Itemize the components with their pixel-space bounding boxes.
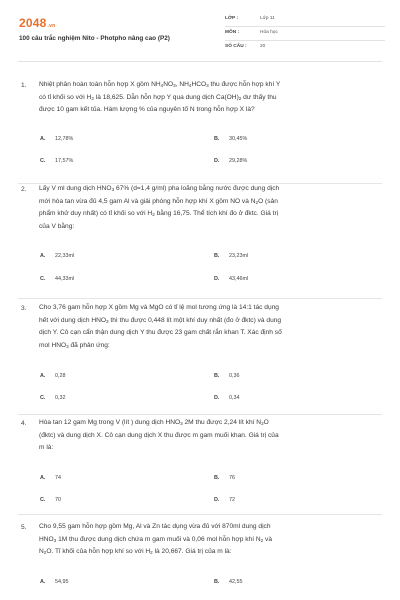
stem-line: Hòa tan 12 gam Mg trong V (lít ) dung dịch $HNO_3$ 2M thu được 2,24 lít khí $N_2O$ xyxy=(39,419,269,426)
option-letter: C. xyxy=(40,276,46,282)
question-number: 5. xyxy=(21,524,27,531)
option-text: 0,34 xyxy=(229,395,240,401)
option-d[interactable] xyxy=(214,158,247,164)
question-stem xyxy=(39,302,381,352)
stem-line: mol $HNO_3$ đã phản ứng: xyxy=(39,341,110,349)
option-letter: D. xyxy=(214,158,220,164)
stem-line: Cho 9,55 gam hỗn hợp gồm Mg, Al và Zn tác dụng vừa đủ với 870ml dung dịch xyxy=(39,523,271,530)
meta-value: 20 xyxy=(260,44,266,49)
logo-text: 2048 xyxy=(19,16,47,30)
option-letter: B. xyxy=(214,136,220,142)
option-c[interactable] xyxy=(40,276,74,282)
site-logo[interactable] xyxy=(19,16,55,30)
question-2 xyxy=(18,184,382,299)
subscript: 4 xyxy=(188,83,192,88)
header-divider xyxy=(18,61,382,62)
subscript: 2 xyxy=(152,212,155,217)
stem-line: Cho 3,76 gam hỗn hợp X gồm Mg và MgO có tỉ lệ mol tương ứng là 14:1 tác dụng xyxy=(39,304,279,311)
meta-key: SỐ CÂU : xyxy=(225,44,247,49)
stem-line: có tỉ khối so với $H_2$ là 18,625. Dẫn hỗn hợp Y qua dung dịch $Ca(OH)_2$ dư thấy thu xyxy=(39,93,277,101)
document-header xyxy=(0,0,400,62)
option-a[interactable] xyxy=(40,475,61,481)
stem-line: Nhiệt phân hoàn toàn hỗn hợp X gồm $NH_4NO_3$, $NH_4HCO_3$ thu được hỗn hợp khí Y xyxy=(39,81,281,88)
subscript: 2 xyxy=(261,421,264,426)
stem-line: phẩm khử duy nhất) có tỉ khối so với $H_2$ bằng 16,75. Thể tích khí đo ở đktc. Giá trị xyxy=(39,210,279,217)
option-c[interactable] xyxy=(40,158,73,164)
option-text: 74 xyxy=(55,475,61,481)
subscript: 3 xyxy=(53,537,57,543)
option-text: 12,78% xyxy=(55,136,74,142)
meta-key: MÔN : xyxy=(225,30,240,35)
question-number: 1. xyxy=(21,82,27,89)
stem-line: hết với dung dịch $HNO_3$ thì thu được 0,448 lít một khí duy nhất (đo ở đktc) và dung xyxy=(39,316,282,324)
option-letter: A. xyxy=(40,579,46,585)
option-text: 30,45% xyxy=(229,136,248,142)
option-text: 0,32 xyxy=(55,395,66,401)
subscript: 2 xyxy=(260,537,264,543)
question-stem xyxy=(39,79,381,117)
option-text: 72 xyxy=(229,497,235,503)
meta-row-class xyxy=(225,14,385,27)
option-a[interactable] xyxy=(40,136,73,142)
stem-line: $N_2O$. Tỉ khối của hỗn hợp khí so với $H_2$ là 20,667. Giá trị của m là: xyxy=(39,548,232,555)
subscript: 2 xyxy=(150,550,153,555)
option-letter: A. xyxy=(40,373,46,379)
question-stem xyxy=(39,521,381,559)
question-number: 2. xyxy=(21,186,27,193)
subscript: 3 xyxy=(206,83,209,88)
option-b[interactable] xyxy=(214,373,240,379)
option-letter: A. xyxy=(40,475,46,481)
option-letter: B. xyxy=(214,373,220,379)
question-stem xyxy=(39,183,381,233)
subscript: 3 xyxy=(106,318,109,324)
question-5 xyxy=(18,515,382,600)
option-b[interactable] xyxy=(214,136,247,142)
option-letter: D. xyxy=(214,395,220,401)
option-text: 17,57% xyxy=(55,158,74,164)
option-letter: A. xyxy=(40,136,46,142)
meta-value: Lớp 11 xyxy=(260,16,275,21)
subscript: 3 xyxy=(180,421,183,426)
option-b[interactable] xyxy=(214,579,243,585)
option-d[interactable] xyxy=(214,497,235,503)
option-c[interactable] xyxy=(40,497,61,503)
option-letter: B. xyxy=(214,475,220,481)
option-a[interactable] xyxy=(40,253,74,259)
option-text: 54,95 xyxy=(55,579,69,585)
option-letter: D. xyxy=(214,276,220,282)
option-text: 43,46ml xyxy=(229,276,249,282)
option-text: 29,28% xyxy=(229,158,248,164)
option-letter: B. xyxy=(214,579,220,585)
subscript: 4 xyxy=(160,83,164,88)
question-stem xyxy=(39,417,381,455)
option-letter: C. xyxy=(40,395,46,401)
meta-value: Hóa học xyxy=(260,30,278,35)
question-4 xyxy=(18,415,382,515)
option-d[interactable] xyxy=(214,395,240,401)
stem-line: được 10 gam kết tủa. Hàm lượng % của nguyên tố N trong hỗn hợp X là? xyxy=(39,106,255,113)
subscript: 2 xyxy=(43,550,47,555)
subscript: 2 xyxy=(238,95,242,101)
subscript: 3 xyxy=(111,187,115,192)
question-number: 4. xyxy=(21,420,27,427)
stem-line: mới hòa tan vừa đủ 4,5 gam Al và giải phóng hỗn hợp khí X gồm NO và $N_2O$ (sản xyxy=(39,197,278,205)
question-number: 3. xyxy=(21,305,27,312)
option-letter: C. xyxy=(40,497,46,503)
stem-line: của V bằng: xyxy=(39,222,75,230)
option-c[interactable] xyxy=(40,395,66,401)
option-b[interactable] xyxy=(214,475,235,481)
option-d[interactable] xyxy=(214,276,248,282)
meta-key: LỚP : xyxy=(225,16,239,21)
stem-line: Lấy V ml dung dịch $HNO_3$ 67% (d=1,4 g/ml) pha loãng bằng nước được dung dịch xyxy=(39,185,280,192)
subscript: 3 xyxy=(173,83,176,88)
option-a[interactable] xyxy=(40,373,66,379)
option-text: 22,33ml xyxy=(55,253,75,259)
option-b[interactable] xyxy=(214,253,248,259)
option-text: 76 xyxy=(229,475,235,481)
option-text: 42,55 xyxy=(229,579,243,585)
option-letter: C. xyxy=(40,158,46,164)
option-letter: A. xyxy=(40,253,46,259)
stem-line: (đktc) và dung dịch X. Cô cạn dung dịch X thu được m gam muối khan. Giá trị của xyxy=(39,431,279,439)
option-text: 70 xyxy=(55,497,61,503)
question-3 xyxy=(18,299,382,415)
page-title: 100 câu trắc nghiệm Nito - Photpho nâng cao (P2) xyxy=(19,35,170,42)
option-a[interactable] xyxy=(40,579,69,585)
stem-line: dịch Y. Cô cạn cẩn thận dung dịch Y thu được 23 gam chất rắn khan T. Xác định số xyxy=(39,329,282,336)
option-text: 0,36 xyxy=(229,373,240,379)
option-letter: B. xyxy=(214,253,220,259)
subscript: 3 xyxy=(66,343,69,349)
subscript: 2 xyxy=(91,95,94,101)
option-letter: D. xyxy=(214,497,220,503)
option-text: 23,23ml xyxy=(229,253,249,259)
option-text: 0,28 xyxy=(55,373,66,379)
subscript: 2 xyxy=(255,199,259,205)
logo-suffix: .vn xyxy=(47,23,56,29)
question-1 xyxy=(18,78,382,184)
option-text: 44,33ml xyxy=(55,276,75,282)
meta-row-subject xyxy=(225,28,385,41)
stem-line: $HNO_3$ 1M thu được dung dịch chứa m gam muối và 0,06 mol hỗn hợp khí $N_2$ và xyxy=(39,535,273,543)
meta-row-count xyxy=(225,42,385,55)
stem-line: m là: xyxy=(39,444,54,451)
